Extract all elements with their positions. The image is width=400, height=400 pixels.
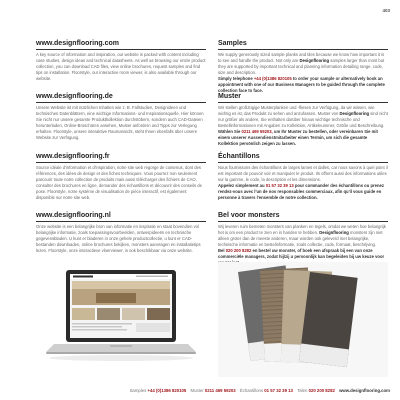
samples-heading: Samples — [218, 40, 247, 47]
section-nl — [36, 212, 388, 266]
samples-order-lead: Bel — [218, 247, 225, 253]
divider — [36, 162, 206, 164]
divider — [36, 49, 206, 51]
samples-column — [218, 212, 388, 266]
website-text: Source idéale d'information et d'inspiration, notre site web regorge de contenus, dont des références, des idées de design et des fiches techniques. Vous pourrez non seulement parcourir toute notre collection de produits mais aussi télécharger des fichiers de CAO, consulter des brochures en ligne, demander des échantillons et découvrir des conseils de pose. Floorstyle, notre système de visualisation de pièce interactif, est également disponible sur notre site web. — [36, 164, 202, 200]
phone-number[interactable]: +44 (0)1386 820105 — [253, 75, 292, 81]
footer-samples-number[interactable]: +44 (0)1386 820105 — [147, 388, 187, 393]
samples-order-tail: en bestel uw monster, of boek een afspraak bij een van onze commerciële managers, zodat hij/zij u persoonlijk kan begeleiden bij uw keuze voor — [218, 247, 385, 259]
samples-text-part: Wir stellen großzügige Musterplanken und -fliesen zur Verfügung, da wir wissen, wie wichtig es ist, das Produkt zu sehen und anzufassen. Muster von — [218, 104, 375, 116]
samples-text-part: Wij leveren ruim bemeten monsters van planken en tegels, omdat we weten hoe belangrijk het is om een product te zien en in handen te hebben. — [218, 223, 386, 235]
samples-heading: Bel voor monsters — [218, 212, 280, 219]
divider — [218, 102, 388, 104]
samples-order-tail: pour commander des échantillons ou prenez rendez-vous avec l'un de nos responsables commerciaux, afin qu'il vous guide en personne à travers l'ensemble de notre collection. — [218, 182, 384, 200]
brand-name: Designflooring — [339, 110, 370, 116]
website-heading[interactable]: www.designflooring.de — [36, 93, 113, 100]
website-column — [36, 93, 206, 147]
samples-column — [218, 40, 388, 94]
divider — [218, 221, 388, 223]
footer-echantillons-number[interactable]: 01 57 32 39 13 — [264, 388, 293, 393]
samples-column — [218, 153, 388, 201]
phone-number[interactable]: 01 57 32 39 13 — [265, 182, 294, 188]
section-fr — [36, 153, 388, 201]
samples-order — [218, 129, 388, 147]
website-column — [36, 153, 206, 201]
samples-column — [218, 93, 388, 147]
website-heading[interactable]: www.designflooring.nl — [36, 212, 111, 219]
samples-order — [218, 183, 388, 201]
footer-talen-label: Talen — [297, 388, 308, 393]
samples-text — [218, 224, 388, 248]
divider — [36, 221, 206, 223]
section-en — [36, 40, 388, 94]
samples-order-tail: to order your sample or alternatively book an appointment with one of our Business Managers to be guided through the complete collection face to face. — [218, 75, 385, 93]
samples-order — [218, 76, 388, 94]
samples-heading: Échantillons — [218, 153, 260, 160]
samples-text-part: monsters zijn niet alleen groter dan de meeste anderen, maar worden ook geleverd met belangrijke, technische informatie en bestelinformatie, zoals collectie, code, formaat, beschrijving. — [218, 229, 383, 247]
footer-muster-number[interactable]: 0211 469 59203 — [204, 388, 236, 393]
samples-order-lead: Wählen Sie — [218, 128, 241, 134]
samples-heading: Muster — [218, 93, 241, 100]
samples-text-part: samples larger than most but they are supported by important technical and planning information detailing range, code, size and description. — [218, 57, 385, 75]
website-text: Unsere Website ist mit nützlichen Inhalten wie z. B. Fallstudien, Designideen und technischen Datenblättern, eine wichtige Informations- und Inspirationsquelle. Hier können Sie nicht nur unsere gesamte Produktkollektion durchstöbern, sondern auch CAD-Dateien herunterladen, Online-Broschüren ansehen, Muster anfordern und Tipps zur Verlegung erhalten. Floorstyle, unsere interaktive Raumansicht, steht Ihnen ebenfalls über unsere Website zur Verfügung. — [36, 104, 204, 140]
laptop-website-image — [36, 262, 206, 377]
samples-text — [218, 105, 388, 129]
footer-echantillons-label: Échantillons — [239, 388, 264, 393]
website-column — [36, 212, 206, 266]
website-column — [36, 40, 206, 94]
samples-text — [218, 52, 388, 76]
website-text: Onze website is een belangrijke bron van informatie en inspiratie en staat bovendien vol belangrijke informatie, zoals toepassingsvoorbeelden, ontwerpideeën en technische gegevensbladen. U kunt er bladeren in onze gehele productcollectie, u kunt er CAD-bestanden downloaden, online brochures bekijken, monsters aanvragen en installatietips lezen. Floorstyle, onze interactieve vloerviewer, is ook beschikbaar via onze website. — [36, 223, 201, 253]
website-text: A key source of information and inspiration, our website is packed with content including case studies, design ideas and technical datasheets. As well as browsing our entire product collection, you can download CAD files, view online brochures, request samples and find tips on installation. Floorstyle, our interactive room viewer, is also available through our website. — [36, 51, 206, 81]
samples-order-lead: Simply telephone — [218, 75, 253, 81]
samples-text-part: Nous fournissons des échantillons de larges lames et dalles, car nous savons à quel point il est important de pouvoir voir et manipuler le produit. Ils offrent aussi des informations utiles sur la gamme, le code, la description et les dimensions. — [218, 164, 388, 182]
divider — [36, 102, 206, 104]
page-number: 403 — [382, 8, 390, 13]
samples-order-tail: um Ihr Muster zu bestellen, oder vereinbaren Sie mit einem unserer Aussendienstmitarbeiter einen Termin, um sich die gesamte Kollektion persönlich zeigen zu lassen. — [218, 128, 378, 146]
brand-name: Designflooring — [299, 57, 330, 63]
website-heading[interactable]: www.designflooring.fr — [36, 153, 110, 160]
samples-text-part: We supply generously sized sample planks and tiles because we know how important it is to see and handle the product. Not only are — [218, 51, 385, 63]
footer-talen-number[interactable]: 020 200 8282 — [308, 388, 335, 393]
website-heading[interactable]: www.designflooring.com — [36, 40, 119, 47]
footer-samples-label: Samples — [129, 388, 147, 393]
samples-text — [218, 165, 388, 183]
samples-text-part: sind nicht nur größer als andere, Sie enthalten darüber hinaus wichtige technische und Bestellinformationen mit Angaben zu Kollektion, Artikelnummer, Größe und Beschreibung. — [218, 110, 388, 128]
phone-number[interactable]: 020 200 8282 — [225, 247, 252, 253]
footer-website-link[interactable]: www.designflooring.com — [339, 388, 390, 393]
footer-contacts — [130, 388, 390, 393]
section-de — [36, 93, 388, 147]
divider — [218, 162, 388, 164]
phone-number[interactable]: 0211 469 59203, — [241, 128, 273, 134]
divider — [218, 49, 388, 51]
samples-order-lead: Appelez simplement au — [218, 182, 265, 188]
sample-tiles-image — [218, 262, 388, 377]
footer-muster-label: Muster — [190, 388, 204, 393]
brand-name: Designflooring — [319, 229, 349, 235]
